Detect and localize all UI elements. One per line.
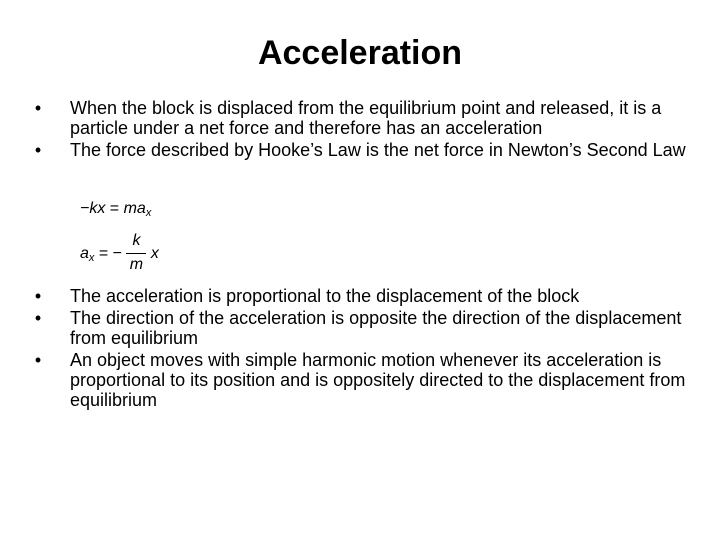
fraction-bar [126,253,146,254]
bullet-item [30,308,690,348]
equation-rhs-subscript: x [145,207,152,219]
equation-hookes-newton [80,200,151,222]
equation-acceleration [80,232,159,276]
equals-sign: = [109,200,120,217]
equals-sign: = [98,245,109,262]
equation-lhs-subscript: x [88,251,95,264]
fraction-denominator: m [129,256,144,273]
bullet-text: The acceleration is proportional to the displacement of the block [70,286,580,306]
bullet-text: The force described by Hooke’s Law is the net force in Newton’s Second Law [70,140,686,160]
equation-lhs: −kx [80,200,106,217]
bullet-text: When the block is displaced from the equilibrium point and released, it is a particle under a net force and therefore has an acceleration [70,98,662,138]
bullet-list-bottom [30,286,690,412]
fraction-numerator: k [132,232,141,249]
bullet-item [30,140,690,160]
bullet-text: An object moves with simple harmonic motion whenever its acceleration is proportional to its position and is oppositely directed to the displacement from equilibrium [70,350,686,410]
bullet-item [30,98,690,138]
equation-rhs: ma [123,200,146,217]
fraction-k-over-m [126,232,146,276]
equation-factor: x [150,245,159,262]
equation-lhs-base: a [80,244,89,262]
equation-lhs [80,245,94,264]
bullet-text: The direction of the acceleration is opposite the direction of the displacement from equilibrium [70,308,682,348]
slide-title: Acceleration [257,34,463,72]
bullet-glyph: • [34,350,42,370]
bullet-glyph: • [34,308,42,328]
bullet-item [30,286,690,306]
bullet-glyph: • [34,140,42,160]
bullet-glyph: • [34,286,42,306]
bullet-glyph: • [34,98,42,118]
minus-sign: − [112,245,122,262]
bullet-item [30,350,690,410]
bullet-list-top [30,98,690,162]
